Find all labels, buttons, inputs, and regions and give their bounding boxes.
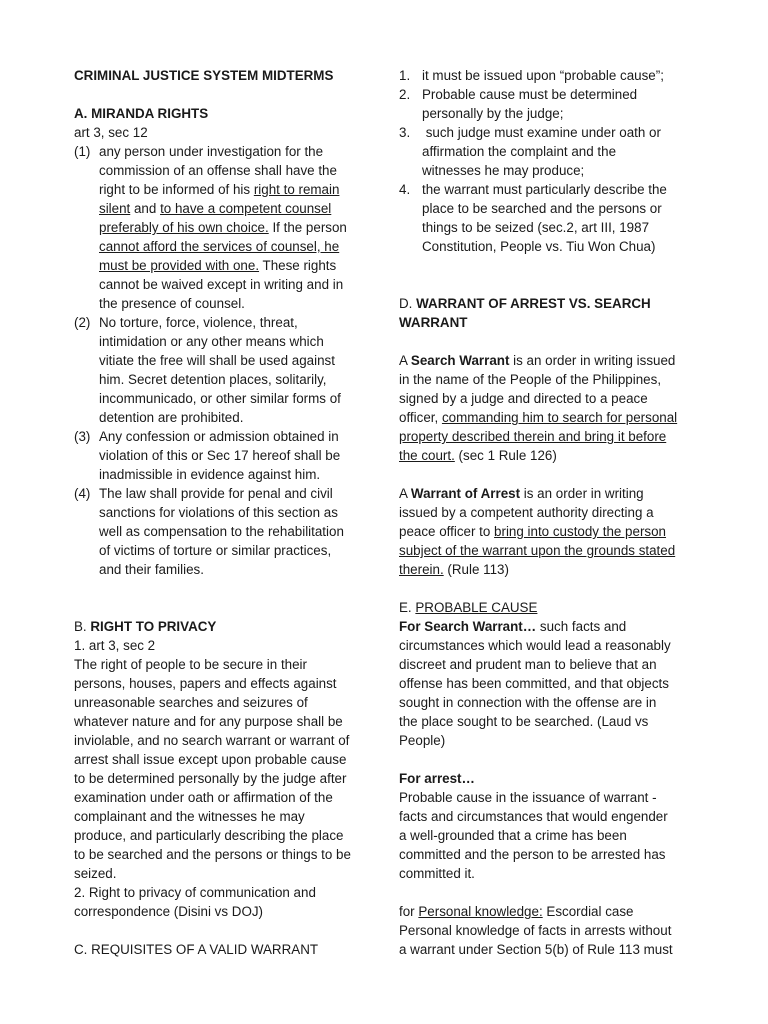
list-item: (2) No torture, force, violence, threat, <box>74 315 298 330</box>
paragraph-line: peace officer to bring into custody the person <box>399 524 667 539</box>
paragraph-line: Probable cause in the issuance of warrant - <box>399 790 657 805</box>
section-a-heading: A. MIRANDA RIGHTS <box>74 106 209 121</box>
paragraph-line: to be searched and the persons or things to be <box>74 847 351 862</box>
paragraph-line: inviolable, and no search warrant or warrant of <box>74 733 350 748</box>
paragraph-line: for Personal knowledge: Escordial case <box>399 904 634 919</box>
paragraph-line: committed and the person to be arrested has <box>399 847 666 862</box>
paragraph-line: The right of people to be secure in their <box>74 657 307 672</box>
paragraph-line: People) <box>399 733 446 748</box>
paragraph-line: a warrant under Section 5(b) of Rule 113 must <box>399 942 673 957</box>
section-a-reference: art 3, sec 12 <box>74 125 148 140</box>
list-item-line: and their families. <box>99 562 204 577</box>
list-item-line: must be provided with one. These rights <box>99 258 337 273</box>
paragraph-line: committed it. <box>399 866 475 881</box>
paragraph-line: a well-grounded that a crime has been <box>399 828 627 843</box>
paragraph-line: Personal knowledge of facts in arrests without <box>399 923 672 938</box>
paragraph-line: circumstances which would lead a reasonably <box>399 638 671 653</box>
paragraph-line: complainant and the witnesses he may <box>74 809 305 824</box>
paragraph-line: A Search Warrant is an order in writing issued <box>399 353 676 368</box>
list-item-line: personally by the judge; <box>422 106 564 121</box>
paragraph-line: the place sought to be searched. (Laud vs <box>399 714 649 729</box>
paragraph-line: discreet and prudent man to believe that an <box>399 657 657 672</box>
list-item-line: commission of an offense shall have the <box>99 163 337 178</box>
list-item-line: Constitution, People vs. Tiu Won Chua) <box>422 239 656 254</box>
paragraph-line: therein. (Rule 113) <box>399 562 509 577</box>
list-item-line: detention are prohibited. <box>99 410 244 425</box>
paragraph-line: the court. (sec 1 Rule 126) <box>399 448 557 463</box>
paragraph-line: officer, commanding him to search for personal <box>399 410 678 425</box>
paragraph-line: For Search Warrant… such facts and <box>399 619 627 634</box>
paragraph-line: whatever nature and for any purpose shall be <box>74 714 343 729</box>
for-arrest-heading: For arrest… <box>399 771 475 786</box>
list-item: 1. it must be issued upon “probable cause”; <box>399 68 664 83</box>
paragraph-line: subject of the warrant upon the grounds stated <box>399 543 676 558</box>
paragraph-line: arrest shall issue except upon probable cause <box>74 752 347 767</box>
list-item: (3) Any confession or admission obtained in <box>74 429 339 444</box>
list-item: (1) any person under investigation for the <box>74 144 324 159</box>
list-item-line: violation of this or Sec 17 hereof shall be <box>99 448 341 463</box>
paragraph-line: issued by a competent authority directing a <box>399 505 654 520</box>
paragraph-line: facts and circumstances that would engender <box>399 809 668 824</box>
list-item-line: inadmissible in evidence against him. <box>99 467 321 482</box>
list-item-line: place to be searched and the persons or <box>422 201 662 216</box>
list-item-line: well as compensation to the rehabilitation <box>99 524 344 539</box>
list-item-line: sanctions for violations of this section as <box>99 505 338 520</box>
paragraph-line: produce, and particularly describing the place <box>74 828 344 843</box>
document-title: CRIMINAL JUSTICE SYSTEM MIDTERMS <box>74 68 334 83</box>
list-item-line: intimidation or any other means which <box>99 334 324 349</box>
list-item: 2. Probable cause must be determined <box>399 87 638 102</box>
right-column <box>399 66 699 959</box>
paragraph-line: in the name of the People of the Philippines, <box>399 372 662 387</box>
paragraph-line: sought in connection with the offense are in <box>399 695 657 710</box>
list-item-line: him. Secret detention places, solitarily, <box>99 372 327 387</box>
list-item-line: incommunicado, or other similar forms of <box>99 391 341 406</box>
section-b-heading: B. RIGHT TO PRIVACY <box>74 619 217 634</box>
list-item-line: the presence of counsel. <box>99 296 245 311</box>
list-item-line: witnesses he may produce; <box>422 163 585 178</box>
paragraph-line: signed by a judge and directed to a peace <box>399 391 648 406</box>
paragraph-line: unreasonable searches and seizures of <box>74 695 308 710</box>
list-item: (4) The law shall provide for penal and civil <box>74 486 333 501</box>
paragraph-line: A Warrant of Arrest is an order in writing <box>399 486 644 501</box>
list-item: 4. the warrant must particularly describe the <box>399 182 667 197</box>
paragraph-line: examination under oath or affirmation of the <box>74 790 333 805</box>
paragraph-line: property described therein and bring it before <box>399 429 667 444</box>
paragraph-line: correspondence (Disini vs DOJ) <box>74 904 264 919</box>
list-item-line: cannot be waived except in writing and in <box>99 277 344 292</box>
paragraph-line: 1. art 3, sec 2 <box>74 638 156 653</box>
section-d-heading-line2: WARRANT <box>399 315 468 330</box>
list-item-line: of victims of torture or similar practices, <box>99 543 332 558</box>
left-column <box>74 66 374 959</box>
list-item: 3. such judge must examine under oath or <box>399 125 661 140</box>
list-item-line: preferably of his own choice. If the person <box>99 220 347 235</box>
paragraph-line: offense has been committed, and that objects <box>399 676 669 691</box>
section-c-heading: C. REQUISITES OF A VALID WARRANT <box>74 942 319 957</box>
paragraph-line: persons, houses, papers and effects against <box>74 676 337 691</box>
paragraph-line: seized. <box>74 866 117 881</box>
list-item-line: right to be informed of his right to remain <box>99 182 340 197</box>
section-d-heading: D. WARRANT OF ARREST VS. SEARCH <box>399 296 651 311</box>
list-item-line: affirmation the complaint and the <box>422 144 617 159</box>
paragraph-line: to be determined personally by the judge after <box>74 771 347 786</box>
list-item-line: cannot afford the services of counsel, he <box>99 239 340 254</box>
list-item-line: vitiate the free will shall be used against <box>99 353 335 368</box>
paragraph-line: 2. Right to privacy of communication and <box>74 885 316 900</box>
list-item-line: silent and to have a competent counsel <box>99 201 332 216</box>
list-item-line: things to be seized (sec.2, art III, 1987 <box>422 220 650 235</box>
section-e-heading: E. PROBABLE CAUSE <box>399 600 538 615</box>
